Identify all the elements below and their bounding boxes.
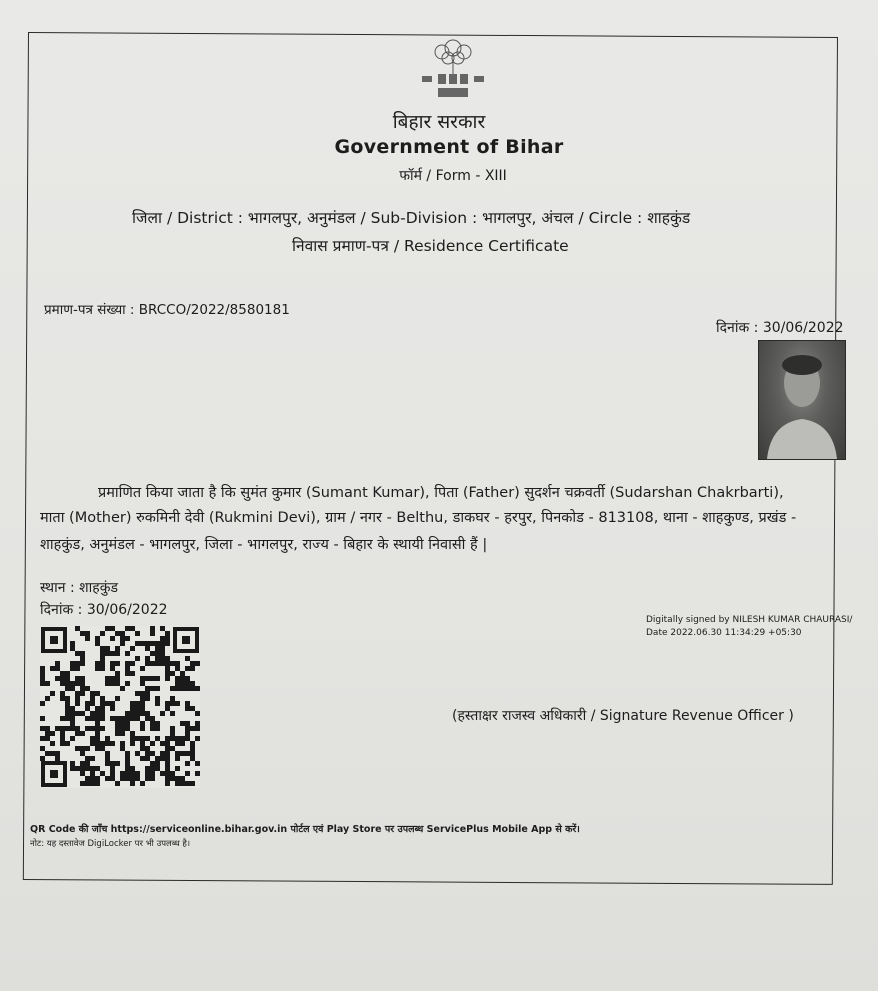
state-emblem-icon [418,36,488,102]
body-line-3: शाहकुंड, अनुमंडल - भागलपुर, जिला - भागलपुर, राज्य - बिहार के स्थायी निवासी हैं | [40,537,488,553]
form-number: फॉर्म / Form - XIII [399,168,507,184]
applicant-photo [758,340,846,460]
govt-title-english: Government of Bihar [334,136,564,158]
certificate-date: दिनांक : 30/06/2022 [716,320,844,336]
footnote-qr: QR Code की जाँच https://serviceonline.bihar.gov.in पोर्टल एवं Play Store पर उपलब्ध ServicePlus Mobile App से करें। [30,824,580,835]
qr-code-icon [40,626,200,788]
jurisdiction-line: जिला / District : भागलपुर, अनुमंडल / Sub-Division : भागलपुर, अंचल / Circle : शाहकुंड [132,209,691,227]
body-line-2: माता (Mother) रुकमिनी देवी (Rukmini Devi), ग्राम / नगर - Belthu, डाकघर - हरपुर, पिनकोड - 813108, थाना - शाहकुण्ड, प्रखंड - [40,510,797,526]
certificate-type: निवास प्रमाण-पत्र / Residence Certificate [292,237,569,255]
signature-label: (हस्ताक्षर राजस्व अधिकारी / Signature Revenue Officer ) [452,708,794,724]
digital-signature [646,614,852,640]
person-silhouette-icon [759,341,845,459]
issue-date: दिनांक : 30/06/2022 [40,602,168,618]
certificate-number: प्रमाण-पत्र संख्या : BRCCO/2022/8580181 [44,302,290,318]
digital-signature-name: Digitally signed by NILESH KUMAR CHAURASI/ [646,615,853,625]
footnote-digilocker: नोट: यह दस्तावेज DigiLocker पर भी उपलब्ध है। [30,839,191,849]
digital-signature-date: Date 2022.06.30 11:34:29 +05:30 [646,628,802,638]
issue-place: स्थान : शाहकुंड [40,580,118,596]
govt-title-hindi: बिहार सरकार [392,111,486,133]
body-line-1: प्रमाणित किया जाता है कि सुमंत कुमार (Sumant Kumar), पिता (Father) सुदर्शन चक्रवर्ती (Sudarshan Chakrbarti), [98,485,784,501]
